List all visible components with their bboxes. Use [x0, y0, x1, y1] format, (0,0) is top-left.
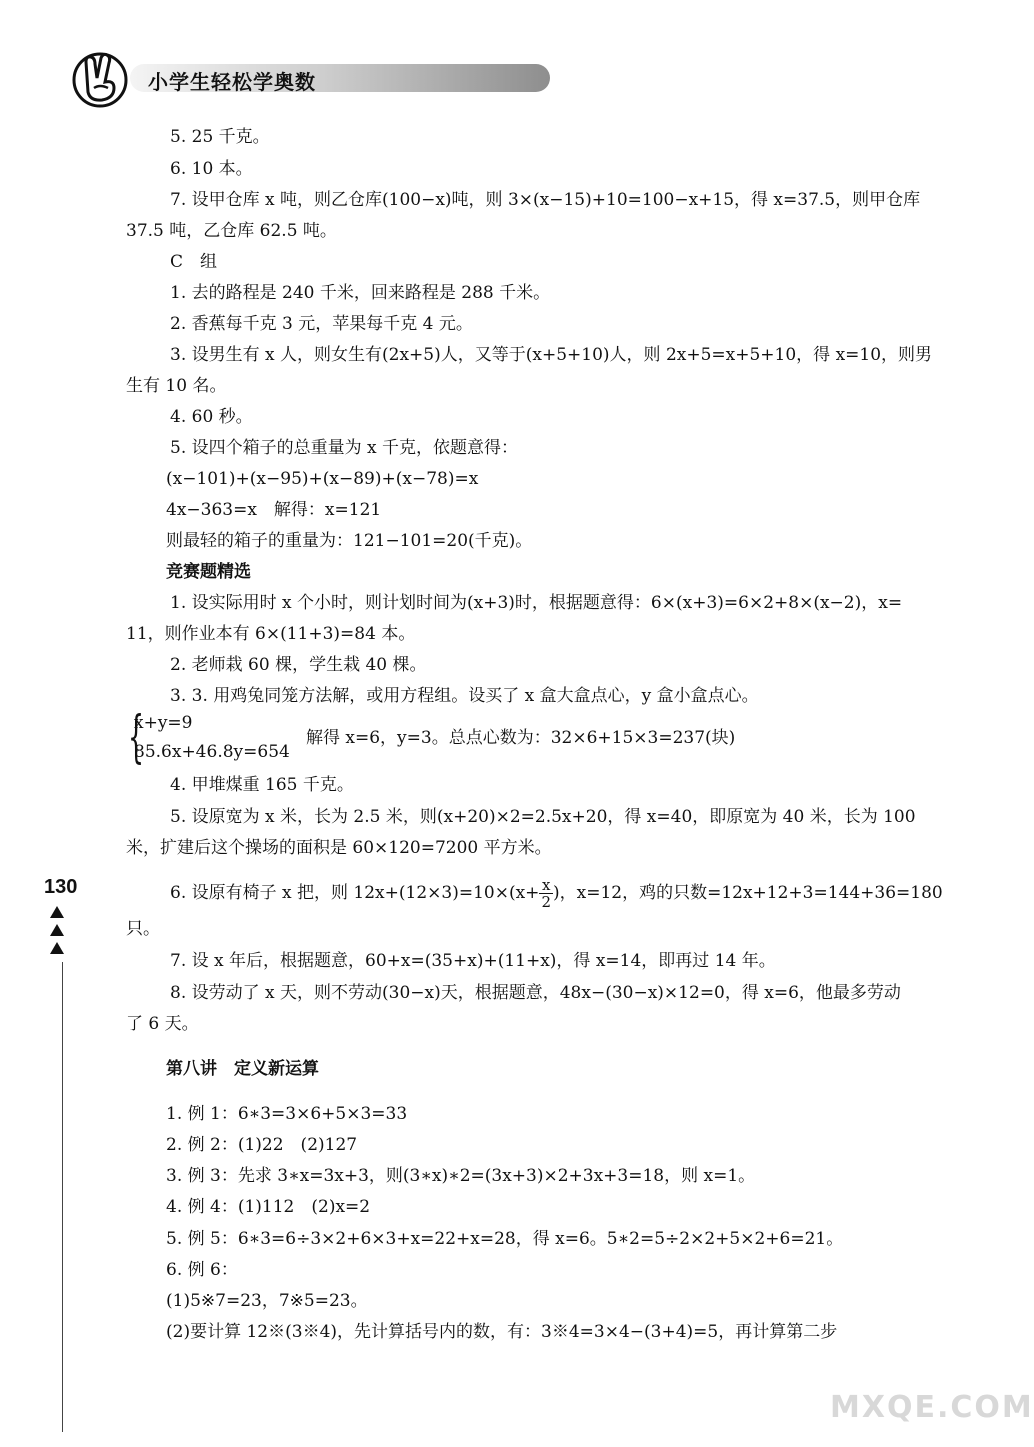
text-line: 5. 设四个箱子的总重量为 x 千克，依题意得： [170, 438, 519, 458]
text-line: 2. 例 2：(1)22 (2)127 [166, 1135, 358, 1155]
victory-hand-icon [70, 48, 134, 108]
page-header [70, 48, 490, 108]
text-segment: )，x=12，鸡的只数=12x+12+3=144+36=180 [552, 883, 943, 903]
triangle-icon [50, 942, 64, 954]
text-line-with-fraction [170, 876, 943, 910]
text-line: 37.5 吨，乙仓库 62.5 吨。 [126, 221, 337, 241]
text-line: 解得 x=6，y=3。总点心数为：32×6+15×3=237(块) [306, 728, 736, 748]
page-marker [50, 906, 64, 960]
equation-brace: { [128, 705, 145, 770]
text-line: 8. 设劳动了 x 天，则不劳动(30−x)天，根据题意，48x−(30−x)×12=0，得 x=6，他最多劳动 [170, 983, 901, 1003]
text-line: 6. 10 本。 [170, 159, 253, 179]
text-line: 生有 10 名。 [126, 376, 227, 396]
text-line: 11，则作业本有 6×(11+3)=84 本。 [126, 624, 416, 644]
equation-line: (x−101)+(x−95)+(x−89)+(x−78)=x [166, 469, 479, 489]
text-line: 1. 设实际用时 x 个小时，则计划时间为(x+3)时，根据题意得：6×(x+3)=6×2+8×(x−2)，x= [170, 593, 903, 613]
text-line: 7. 设 x 年后，根据题意，60+x=(35+x)+(11+x)，得 x=14，即再过 14 年。 [170, 951, 776, 971]
text-line: 1. 去的路程是 240 千米，回来路程是 288 千米。 [170, 283, 551, 303]
text-line: 了 6 天。 [126, 1014, 199, 1034]
page-number: 130 [44, 876, 78, 898]
text-line: 3. 3. 用鸡兔同笼方法解，或用方程组。设买了 x 盒大盒点心，y 盒小盒点心。 [170, 686, 759, 706]
text-line: 6. 例 6： [166, 1260, 238, 1280]
header-title-bar [130, 64, 550, 92]
text-line: 5. 例 5：6∗3=6÷3×2+6×3+x=22+x=28，得 x=6。5∗2=5÷2×2+5×2+6=21。 [166, 1229, 844, 1249]
text-line: 5. 25 千克。 [170, 127, 270, 147]
text-line: 5. 设原宽为 x 米，长为 2.5 米，则(x+20)×2=2.5x+20，得 x=40，即原宽为 40 米，长为 100 [170, 807, 916, 827]
text-line: 7. 设甲仓库 x 吨，则乙仓库(100−x)吨，则 3×(x−15)+10=100−x+15，得 x=37.5，则甲仓库 [170, 190, 921, 210]
text-line: 则最轻的箱子的重量为：121−101=20(千克)。 [166, 531, 533, 551]
text-line: 米，扩建后这个操场的面积是 60×120=7200 平方米。 [126, 838, 552, 858]
text-line: 4. 60 秒。 [170, 407, 253, 427]
text-line: 4. 甲堆煤重 165 千克。 [170, 775, 354, 795]
watermark: MXQE.COM [830, 1390, 1034, 1425]
text-segment: 6. 设原有椅子 x 把，则 12x+(12×3)=10×(x+ [170, 883, 540, 903]
text-line: 2. 香蕉每千克 3 元，苹果每千克 4 元。 [170, 314, 473, 334]
text-line: (1)5※7=23，7※5=23。 [166, 1291, 368, 1311]
section-heading: C 组 [170, 252, 218, 272]
text-line: (2)要计算 12※(3※4)，先计算括号内的数，有：3※4=3×4−(3+4)=5，再计算第二步 [166, 1322, 838, 1342]
fraction: $\frac{x}{2}$ [541, 876, 551, 911]
text-line: 1. 例 1：6∗3=3×6+5×3=33 [166, 1104, 408, 1124]
text-line: 3. 例 3：先求 3∗x=3x+3，则(3∗x)∗2=(3x+3)×2+3x+3=18，则 x=1。 [166, 1166, 756, 1186]
text-line: 3. 设男生有 x 人，则女生有(2x+5)人，又等于(x+5+10)人，则 2x+5=x+5+10，得 x=10，则男 [170, 345, 933, 365]
equation-line: x+y=9 [134, 713, 193, 733]
chapter-heading: 第八讲 定义新运算 [166, 1059, 319, 1079]
text-line: 只。 [126, 919, 160, 939]
triangle-icon [50, 924, 64, 936]
margin-rule [62, 962, 63, 1432]
book-title: 小学生轻松学奥数 [148, 70, 316, 94]
equation-line: 4x−363=x 解得：x=121 [166, 500, 382, 520]
text-line: 4. 例 4：(1)112 (2)x=2 [166, 1197, 371, 1217]
section-heading: 竞赛题精选 [166, 562, 251, 582]
text-line: 2. 老师栽 60 棵，学生栽 40 棵。 [170, 655, 427, 675]
equation-line: 85.6x+46.8y=654 [134, 742, 290, 762]
triangle-icon [50, 906, 64, 918]
